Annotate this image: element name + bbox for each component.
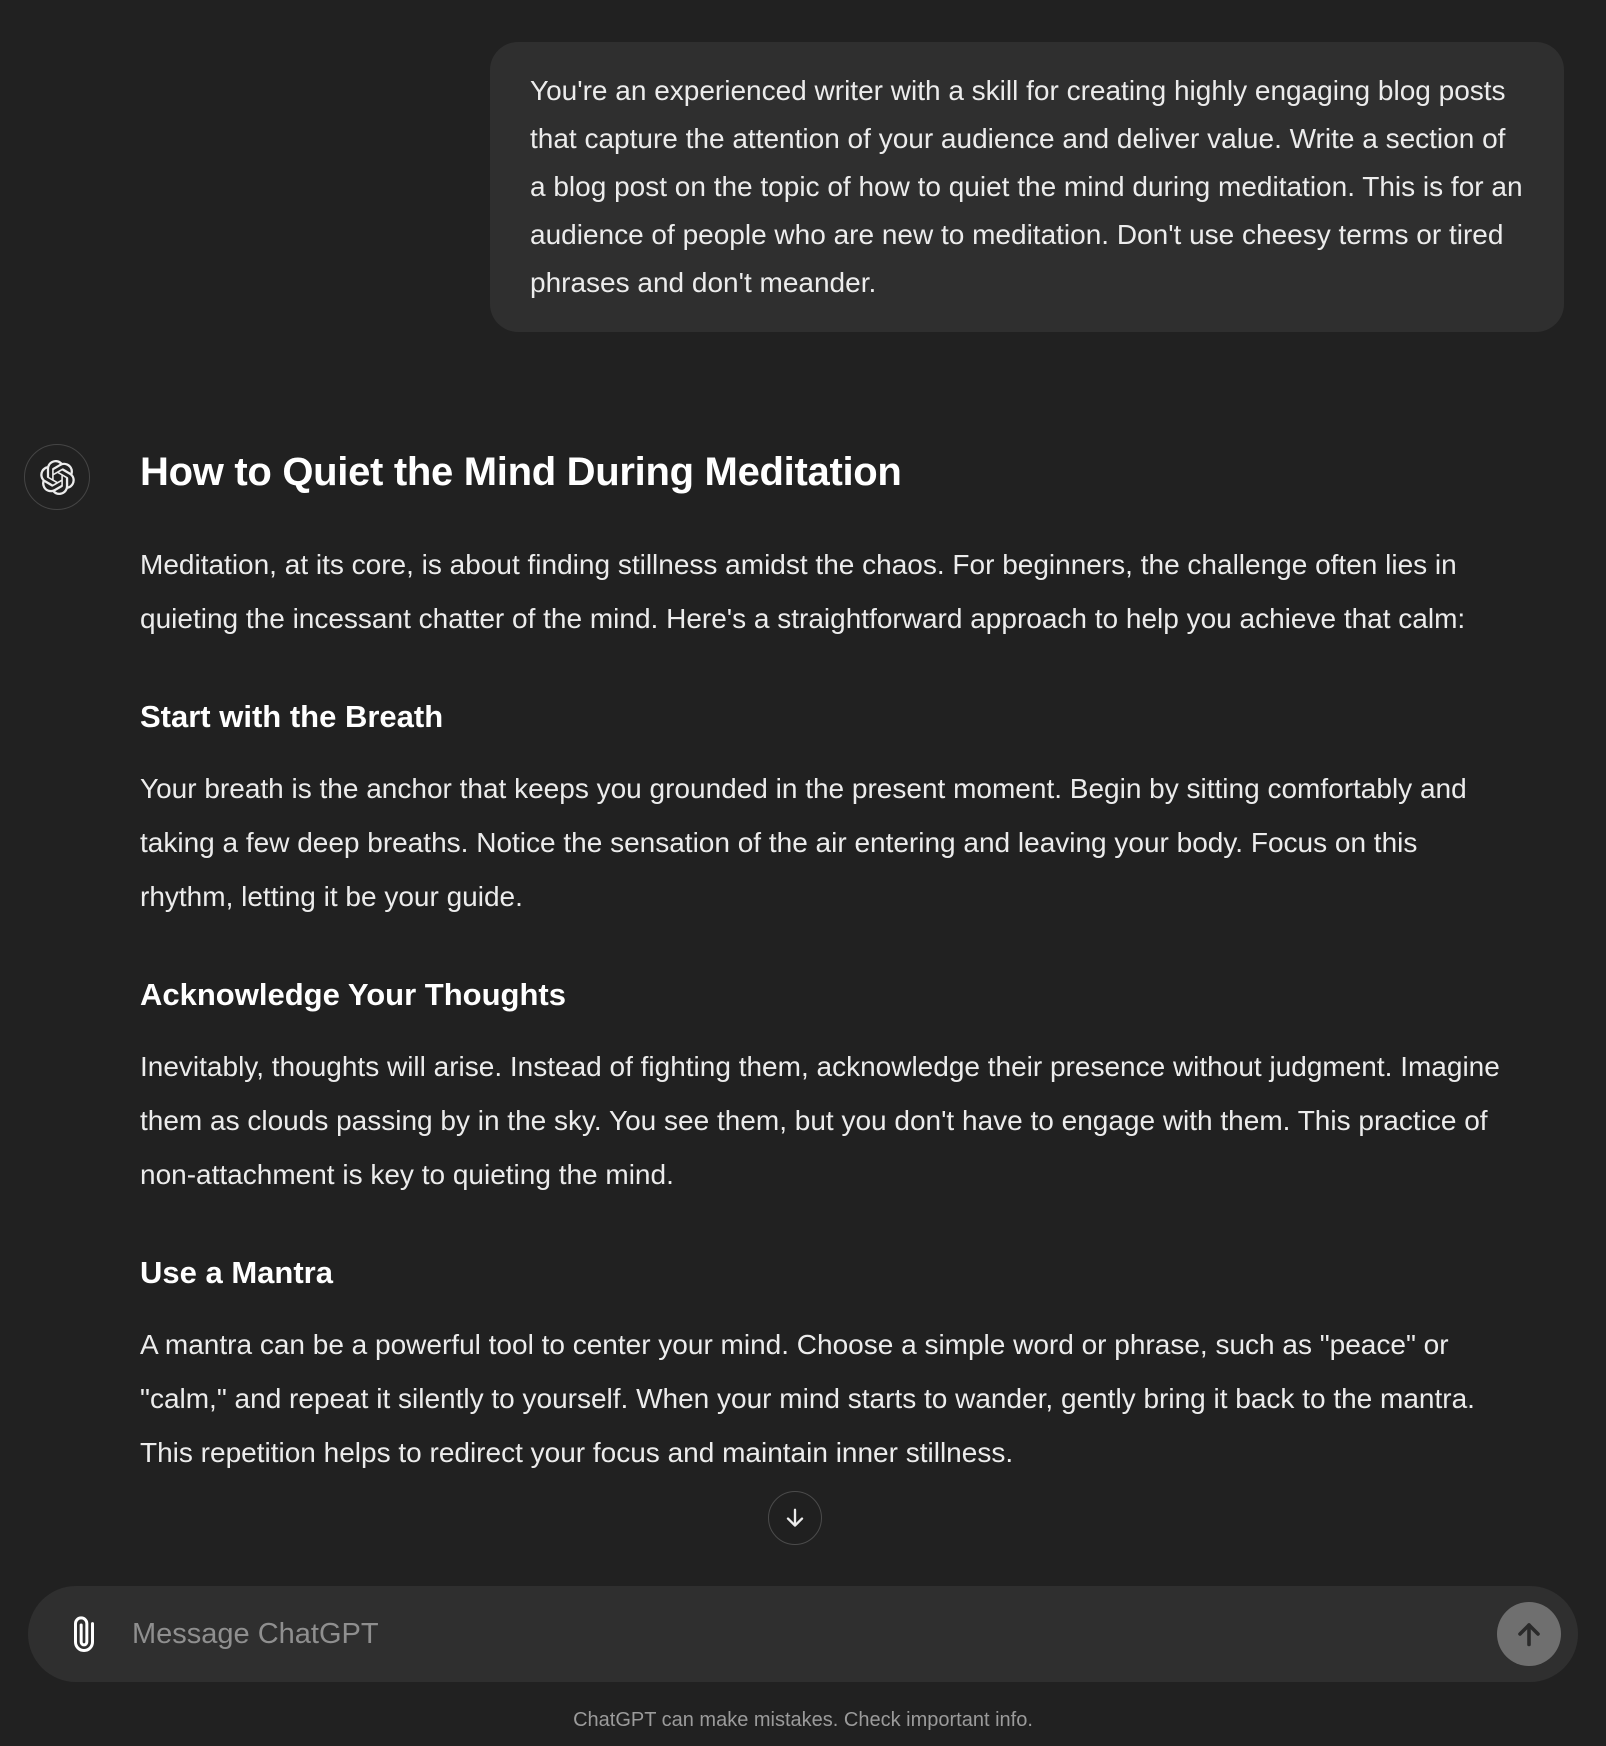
- message-composer[interactable]: [28, 1586, 1578, 1682]
- user-message-bubble: [490, 42, 1564, 332]
- message-input[interactable]: [132, 1586, 1472, 1682]
- section-heading-mantra: Use a Mantra: [140, 1255, 333, 1290]
- assistant-intro-paragraph: Meditation, at its core, is about finding stillness amidst the chaos. For beginners, the challenge often lies in quieting the incessant chatter of the mind. Here's a straightforward approach to help you achieve that calm:: [140, 549, 1466, 634]
- assistant-message: [140, 444, 1510, 1480]
- assistant-title: How to Quiet the Mind During Meditation: [140, 450, 902, 494]
- section-paragraph-thoughts: Inevitably, thoughts will arise. Instead of fighting them, acknowledge their presence without judgment. Imagine them as clouds passing by in the sky. You see them, but you don't have to engage with them. This practice of non-attachment is key to quieting the mind.: [140, 1051, 1500, 1190]
- user-message-text: You're an experienced writer with a skill for creating highly engaging blog posts that capture the attention of your audience and deliver value. Write a section of a blog post on the topic of how to quiet the mind during meditation. This is for an audience of people who are new to meditation. Don't use cheesy terms or tired phrases and don't meander.: [530, 75, 1523, 298]
- section-heading-thoughts: Acknowledge Your Thoughts: [140, 977, 566, 1012]
- openai-logo-icon: [40, 460, 75, 495]
- arrow-up-icon: [1511, 1616, 1547, 1652]
- send-button[interactable]: [1497, 1602, 1561, 1666]
- arrow-down-icon: [781, 1504, 809, 1532]
- section-paragraph-breath: Your breath is the anchor that keeps you grounded in the present moment. Begin by sitting comfortably and taking a few deep breaths. Notice the sensation of the air entering and leaving your body. Focus on this rhythm, letting it be your guide.: [140, 773, 1467, 912]
- paperclip-icon: [60, 1610, 108, 1658]
- scroll-to-bottom-button[interactable]: [768, 1491, 822, 1545]
- section-paragraph-mantra: A mantra can be a powerful tool to center your mind. Choose a simple word or phrase, such as "peace" or "calm," and repeat it silently to yourself. When your mind starts to wander, gently bring it back to the mantra. This repetition helps to redirect your focus and maintain inner stillness.: [140, 1329, 1475, 1468]
- disclaimer-text: ChatGPT can make mistakes. Check important info.: [573, 1709, 1033, 1731]
- assistant-avatar: [24, 444, 90, 510]
- section-heading-breath: Start with the Breath: [140, 699, 444, 734]
- attach-button[interactable]: [62, 1612, 106, 1656]
